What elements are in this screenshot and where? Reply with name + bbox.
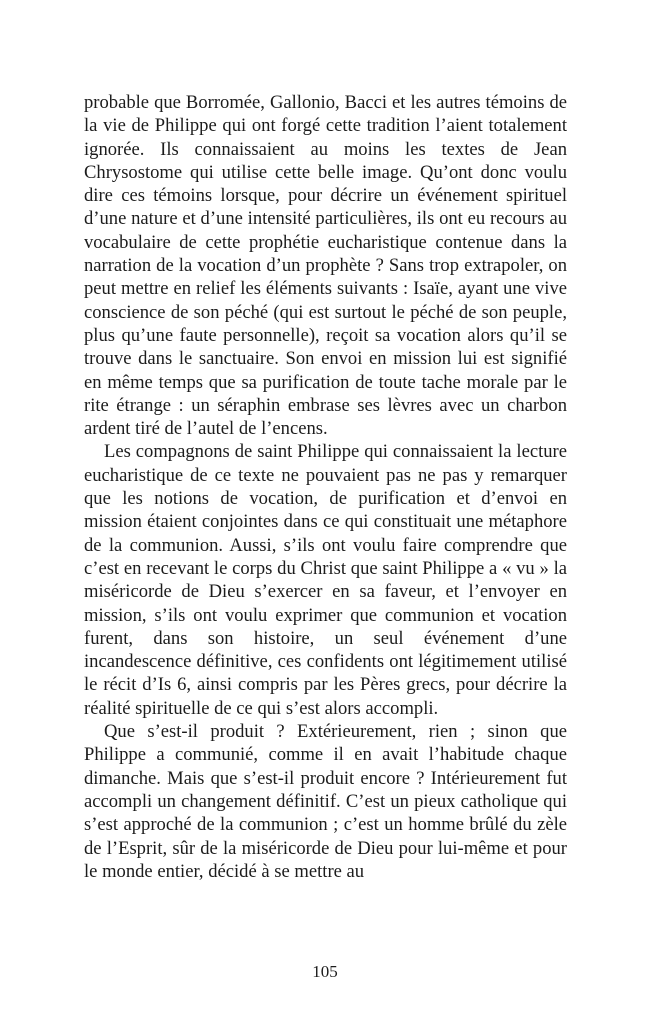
paragraph-what-happened: Que s’est-il produit ? Extérieurement, rien ; sinon que Philippe a communié, comme il en avait l’habitude chaque dimanche. Mais que s’est-il produit encore ? Intérieurement fut accompli un changement définitif. C’est un pieux catholique qui s’est approché de la communion ; c’est un homme brûlé du zèle de l’Esprit, sûr de la miséricorde de Dieu pour lui-même et pour le monde entier, décidé à se mettre au [84,721,567,882]
body-text [84,91,567,883]
page-number: 105 [312,962,338,981]
paragraph-companions: Les compagnons de saint Philippe qui connaissaient la lecture eucharistique de ce texte ne pouvaient pas ne pas y remarquer que les notions de vocation, de purification et d’envoi en mission étaient conjointes dans ce qui constituait une métaphore de la communion. Aussi, s’ils ont voulu faire comprendre que c’est en recevant le corps du Christ que saint Philippe a « vu » la miséricorde de Dieu s’exercer en sa faveur, et l’envoyer en mission, s’ils ont voulu exprimer que communion et vocation furent, dans son histoire, un seul événement d’une incandescence définitive, ces confidents ont légitimement utilisé le récit d’Is 6, ainsi compris par les Pères grecs, pour décrire la réalité spirituelle de ce qui s’est alors accompli. [84,441,567,719]
paragraph-continuation: probable que Borromée, Gallonio, Bacci et les autres témoins de la vie de Philippe qui ont forgé cette tradition l’aient totalement ignorée. Ils connaissaient au moins les textes de Jean Chrysostome qui utilise cette belle image. Qu’ont donc voulu dire ces témoins lorsque, pour décrire un événement spirituel d’une nature et d’une intensité particulières, ils ont eu recours au vocabulaire de cette prophétie eucharistique contenue dans la narration de la vocation d’un prophète ? Sans trop extrapoler, on peut mettre en relief les éléments suivants : Isaïe, ayant une vive conscience de son péché (qui est surtout le péché de son peuple, plus qu’une faute personnelle), reçoit sa vocation alors qu’il se trouve dans le sanctuaire. Son envoi en mission lui est signifié en même temps que sa purification de toute tache morale par le rite étrange : un séraphin embrase ses lèvres avec un charbon ardent tiré de l’autel de l’encens. [84,92,567,440]
